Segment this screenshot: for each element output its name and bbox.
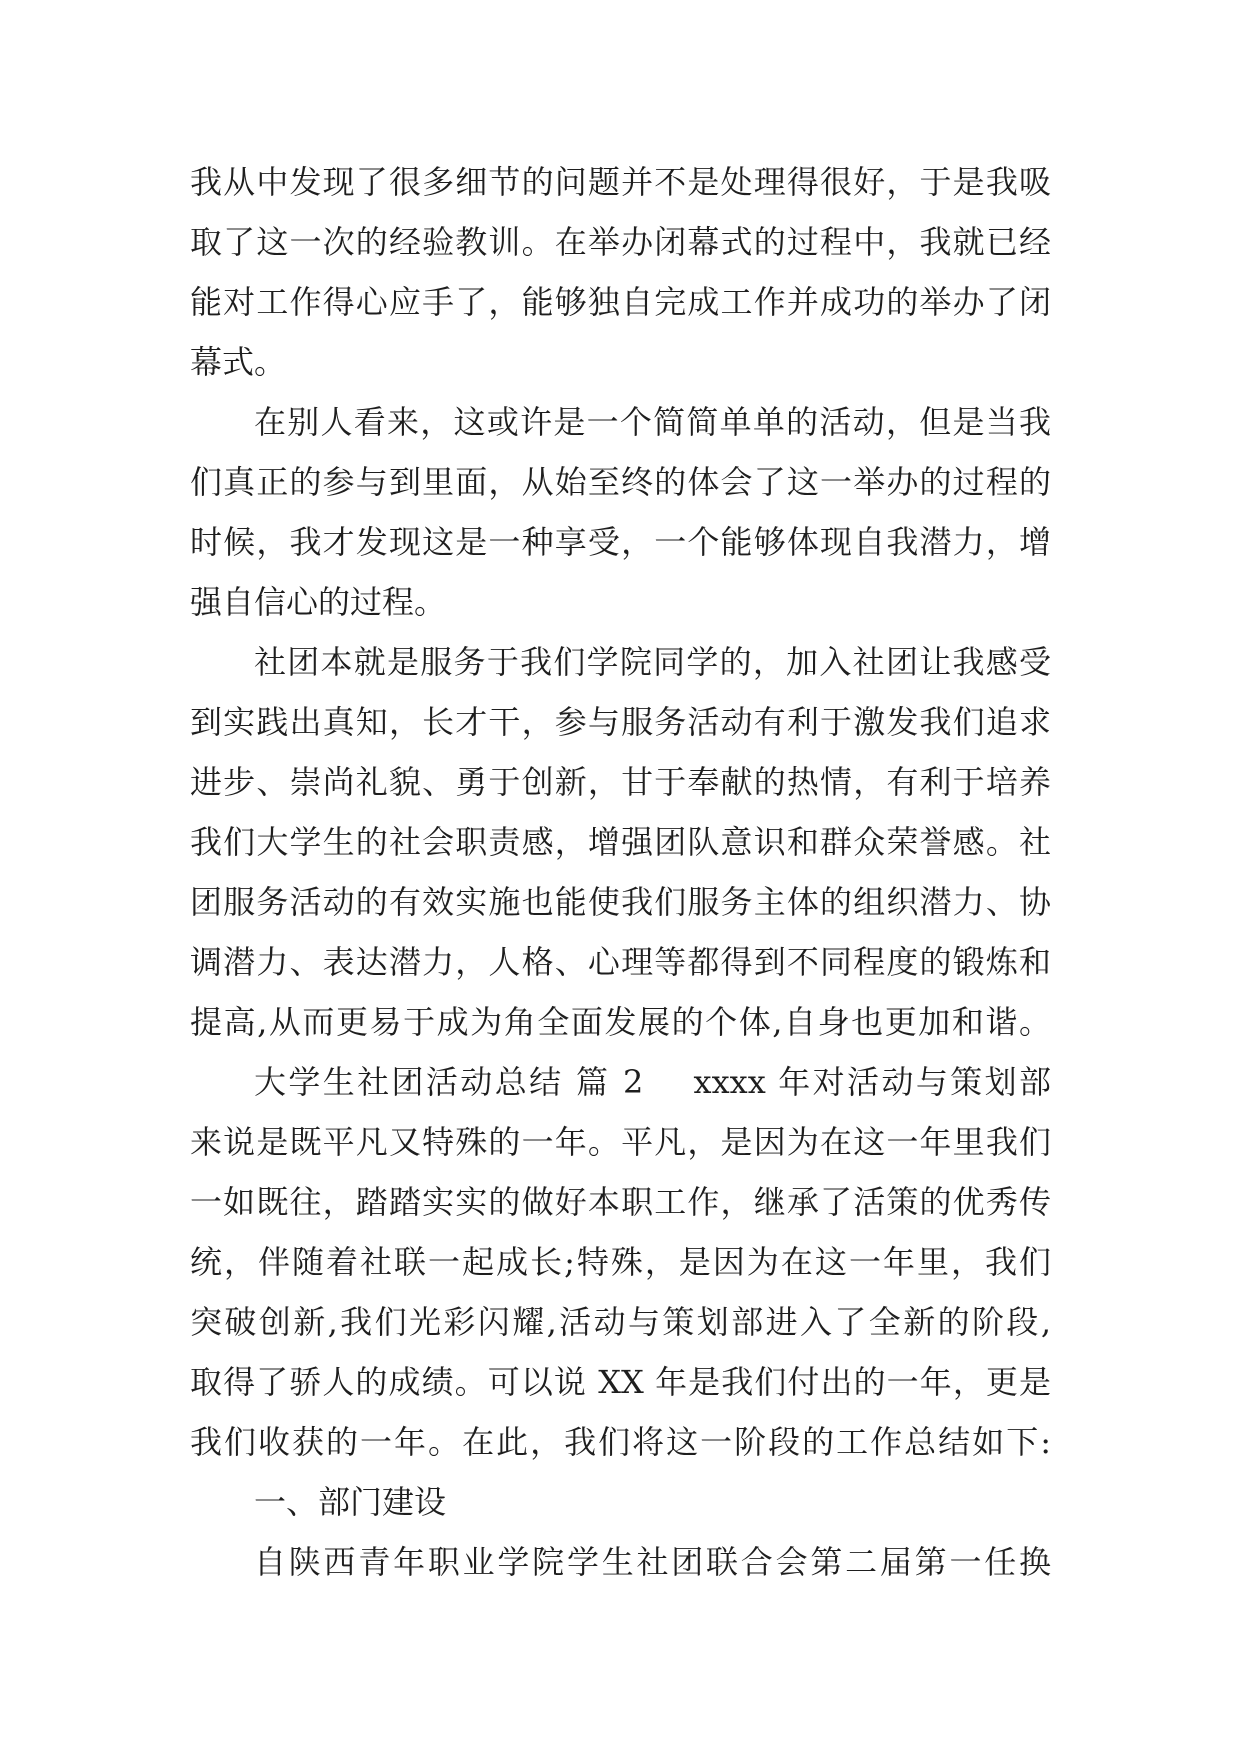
text-line: 自陕西青年职业学院学生社团联合会第二届第一任换 <box>254 1543 1051 1581</box>
text-line: 调潜力、表达潜力，人格、心理等都得到不同程度的锻炼和 <box>190 943 1051 981</box>
text-line: 在别人看来，这或许是一个简简单单的活动，但是当我 <box>254 403 1051 441</box>
text-line: 我们大学生的社会职责感，增强团队意识和群众荣誉感。社 <box>190 823 1051 861</box>
paragraph <box>190 392 1051 632</box>
paragraph <box>190 1532 1051 1592</box>
text-line: 团服务活动的有效实施也能使我们服务主体的组织潜力、协 <box>190 883 1051 921</box>
text-line: 强自信心的过程。 <box>190 583 447 621</box>
text-line: 我从中发现了很多细节的问题并不是处理得很好，于是我吸 <box>190 163 1051 201</box>
text-line: 提高,从而更易于成为角全面发展的个体,自身也更加和谐。 <box>190 1003 1051 1041</box>
text-line: 到实践出真知，长才干，参与服务活动有利于激发我们追求 <box>190 703 1051 741</box>
text-line: 时候，我才发现这是一种享受，一个能够体现自我潜力，增 <box>190 523 1051 561</box>
text-line: 社团本就是服务于我们学院同学的，加入社团让我感受 <box>254 643 1051 681</box>
text-line: 幕式。 <box>190 343 287 381</box>
paragraph <box>190 152 1051 392</box>
text-line: 能对工作得心应手了，能够独自完成工作并成功的举办了闭 <box>190 283 1051 321</box>
text-line: 进步、崇尚礼貌、勇于创新，甘于奉献的热情，有利于培养 <box>190 763 1051 801</box>
text-line: 突破创新,我们光彩闪耀,活动与策划部进入了全新的阶段, <box>190 1303 1051 1341</box>
paragraph <box>190 1052 1051 1472</box>
paragraph <box>190 632 1051 1052</box>
subheading: 一、部门建设 <box>254 1483 447 1521</box>
text-line: 统，伴随着社联一起成长;特殊，是因为在这一年里，我们 <box>190 1243 1051 1281</box>
text-line: 我们收获的一年。在此，我们将这一阶段的工作总结如下: <box>190 1423 1051 1461</box>
section-title-line: 大学生社团活动总结 篇 2 xxxx 年对活动与策划部 <box>254 1063 1051 1101</box>
text-line: 取得了骄人的成绩。可以说 XX 年是我们付出的一年，更是 <box>190 1363 1051 1401</box>
text-line: 取了这一次的经验教训。在举办闭幕式的过程中，我就已经 <box>190 223 1051 261</box>
paragraph <box>190 1472 1051 1532</box>
text-line: 一如既往，踏踏实实的做好本职工作，继承了活策的优秀传 <box>190 1183 1051 1221</box>
text-line: 们真正的参与到里面，从始至终的体会了这一举办的过程的 <box>190 463 1051 501</box>
body-text <box>190 152 1051 1592</box>
text-line: 来说是既平凡又特殊的一年。平凡，是因为在这一年里我们 <box>190 1123 1051 1161</box>
